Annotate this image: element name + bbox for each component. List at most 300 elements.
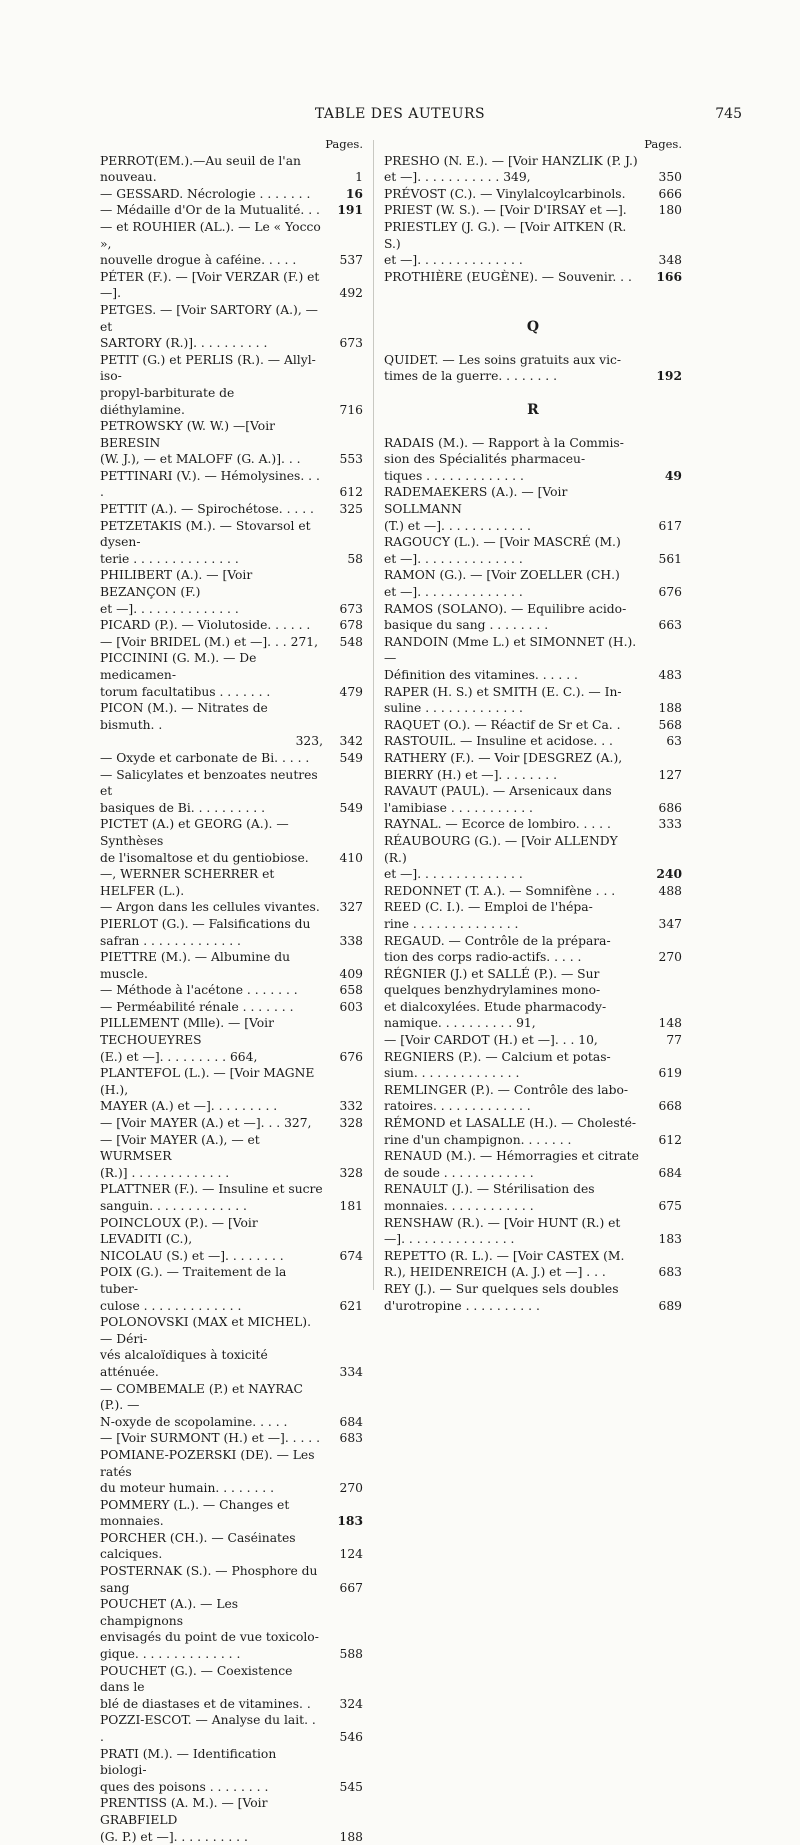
entry-text: de l'isomaltose et du gentiobiose. bbox=[100, 850, 309, 865]
left-column bbox=[100, 136, 363, 1845]
index-entry-line bbox=[100, 1381, 363, 1414]
index-entry-line bbox=[100, 567, 363, 600]
entry-page: 479 bbox=[339, 684, 363, 699]
blank-line bbox=[384, 418, 682, 435]
entry-page: 49 bbox=[664, 467, 682, 483]
entry-text: — Salicylates et benzoates neutres et bbox=[100, 767, 318, 799]
entry-text: RÉAUBOURG (G.). — [Voir ALLENDY (R.) bbox=[384, 833, 618, 865]
entry-page: 666 bbox=[658, 186, 682, 201]
entry-page: 686 bbox=[658, 800, 682, 815]
index-entry-line bbox=[384, 717, 682, 734]
entry-text: PILLEMENT (Mlle). — [Voir TECHOUEYRES bbox=[100, 1016, 274, 1048]
entry-page: 16 bbox=[345, 185, 363, 201]
entry-text: terie . . . . . . . . . . . . . . bbox=[100, 551, 239, 566]
entry-page: 673 bbox=[339, 336, 363, 351]
index-entry-line bbox=[100, 866, 363, 899]
index-entry-line bbox=[100, 202, 363, 219]
index-entry-line bbox=[384, 153, 682, 170]
index-entry-line bbox=[100, 302, 363, 335]
entry-text: Définition des vitamines. . . . . . bbox=[384, 668, 578, 682]
entry-page: 617 bbox=[658, 518, 682, 533]
entry-page: 676 bbox=[339, 1049, 363, 1064]
entry-text: REGNIERS (P.). — Calcium et potas- bbox=[384, 1049, 611, 1064]
entry-text: — COMBEMALE (P.) et NAYRAC (P.). — bbox=[100, 1381, 303, 1413]
index-entry-line bbox=[100, 1132, 363, 1165]
index-entry-line bbox=[100, 1198, 363, 1215]
entry-page: 561 bbox=[658, 551, 682, 566]
index-entry-line bbox=[384, 252, 682, 269]
index-entry-line bbox=[384, 667, 682, 684]
entry-text: REY (J.). — Sur quelques sels doubles bbox=[384, 1281, 619, 1296]
index-entry-line bbox=[100, 1115, 363, 1132]
index-entry-line bbox=[100, 1746, 363, 1779]
index-entry-line bbox=[100, 1165, 363, 1182]
entry-text: REED (C. I.). — Emploi de l'hépa- bbox=[384, 900, 593, 915]
entry-page: 549 bbox=[339, 800, 363, 815]
entry-text: envisagés du point de vue toxicolo- bbox=[100, 1630, 319, 1645]
entry-text: RANDOIN (Mme L.) et SIMONNET (H.). — bbox=[384, 634, 637, 666]
entry-text: SARTORY (R.)]. . . . . . . . . . bbox=[100, 336, 268, 351]
index-entry-line bbox=[384, 368, 682, 385]
index-entry-line bbox=[100, 1264, 363, 1297]
entry-page: 347 bbox=[658, 916, 682, 931]
entry-page: 1 bbox=[355, 170, 363, 185]
index-entry-line bbox=[100, 501, 363, 518]
left-entries bbox=[100, 153, 363, 1845]
index-entry-line bbox=[384, 1015, 682, 1032]
index-entry-line bbox=[384, 1032, 682, 1049]
entry-text: POLONOVSKI (MAX et MICHEL). — Déri- bbox=[100, 1315, 311, 1346]
entry-text: POIX (G.). — Traitement de la tuber- bbox=[100, 1265, 287, 1296]
entry-text: (E.) et —]. . . . . . . . . 664, bbox=[100, 1049, 258, 1064]
entry-text: POSTERNAK (S.). — Phosphore du sang bbox=[100, 1564, 318, 1595]
entry-page: 689 bbox=[658, 1298, 682, 1313]
entry-text: et —]. . . . . . . . . . . . . . bbox=[100, 601, 239, 616]
entry-text: — [Voir MAYER (A.), — et WURMSER bbox=[100, 1132, 260, 1164]
entry-text: RAPER (H. S.) et SMITH (E. C.). — In- bbox=[384, 684, 622, 699]
entry-page: 328 bbox=[339, 1165, 363, 1180]
entry-text: POMMERY (L.). — Changes et monnaies. bbox=[100, 1497, 290, 1529]
entry-page: 619 bbox=[658, 1066, 682, 1081]
index-entry-line bbox=[384, 1231, 682, 1248]
index-entry-line bbox=[384, 518, 682, 535]
index-entry-line bbox=[384, 169, 682, 186]
entry-page: 270 bbox=[658, 950, 682, 965]
index-entry-line bbox=[384, 617, 682, 634]
pages-label: Pages. bbox=[644, 137, 682, 151]
index-entry-line bbox=[100, 186, 363, 203]
page-header bbox=[0, 106, 800, 128]
index-entry-line bbox=[100, 1779, 363, 1796]
entry-page: 166 bbox=[656, 268, 682, 284]
index-entry-line bbox=[384, 1198, 682, 1215]
entry-page: 325 bbox=[339, 502, 363, 517]
entry-text: NICOLAU (S.) et —]. . . . . . . . bbox=[100, 1248, 284, 1263]
index-entry-line bbox=[384, 451, 682, 468]
entry-text: monnaies. . . . . . . . . . . . bbox=[384, 1199, 534, 1213]
entry-text: vés alcaloïdiques à toxicité atténuée. bbox=[100, 1348, 268, 1379]
entry-text: sanguin. . . . . . . . . . . . . bbox=[100, 1199, 247, 1213]
index-entry-line bbox=[384, 883, 682, 900]
entry-text: torum facultatibus . . . . . . . bbox=[100, 684, 271, 699]
blank-line bbox=[384, 385, 682, 402]
entry-text: — [Voir MAYER (A.) et —]. . . 327, bbox=[100, 1116, 312, 1131]
index-entry-line bbox=[100, 999, 363, 1016]
entry-page: 410 bbox=[339, 850, 363, 865]
index-entry-line bbox=[100, 451, 363, 468]
entry-text: et —]. . . . . . . . . . . . . . bbox=[384, 585, 523, 600]
entry-page: 549 bbox=[339, 750, 363, 765]
index-entry-line bbox=[384, 269, 682, 286]
entry-text: ratoires. . . . . . . . . . . . . bbox=[384, 1099, 531, 1114]
index-entry-line bbox=[384, 534, 682, 551]
index-entry-line bbox=[100, 700, 363, 733]
index-entry-line bbox=[384, 219, 682, 252]
index-entry-line bbox=[100, 1563, 363, 1596]
entry-text: PRÉVOST (C.). — Vinylalcoylcarbinols. bbox=[384, 186, 626, 201]
index-entry-line bbox=[384, 468, 682, 485]
entry-text: basiques de Bi. . . . . . . . . . bbox=[100, 800, 266, 815]
entry-page: 675 bbox=[658, 1199, 682, 1213]
entry-page: 546 bbox=[339, 1730, 363, 1744]
index-entry-line bbox=[384, 601, 682, 618]
page-number: 745 bbox=[715, 106, 742, 122]
entry-text: times de la guerre. . . . . . . . bbox=[384, 369, 557, 384]
entry-page: 181 bbox=[339, 1199, 363, 1213]
index-entry-line bbox=[384, 186, 682, 203]
index-entry-line bbox=[384, 816, 682, 833]
index-entry-line bbox=[100, 1314, 363, 1347]
entry-text: RAQUET (O.). — Réactif de Sr et Ca. . bbox=[384, 717, 621, 732]
entry-text: basique du sang . . . . . . . . bbox=[384, 618, 549, 633]
index-entry-line bbox=[100, 634, 363, 651]
index-entry-line bbox=[100, 418, 363, 451]
index-entry-line bbox=[100, 1015, 363, 1048]
entry-text: — Argon dans les cellules vivantes. bbox=[100, 900, 320, 915]
entry-page: 612 bbox=[658, 1132, 682, 1147]
index-entry-line bbox=[100, 385, 363, 418]
entry-text: PETTINARI (V.). — Hémolysines. . . . bbox=[100, 468, 320, 500]
entry-text: RATHERY (F.). — Voir [DESGREZ (A.), bbox=[384, 750, 623, 765]
index-entry-line bbox=[100, 269, 363, 302]
entry-text: RENAULT (J.). — Stérilisation des bbox=[384, 1182, 595, 1197]
entry-text: RAYNAL. — Ecorce de lombiro. . . . . bbox=[384, 817, 611, 832]
entry-page: 124 bbox=[339, 1547, 363, 1562]
section-letter: Q bbox=[526, 318, 540, 335]
entry-text: PETZETAKIS (M.). — Stovarsol et dysen- bbox=[100, 518, 311, 550]
index-entry-line bbox=[100, 153, 363, 186]
entry-text: PHILIBERT (A.). — [Voir BEZANÇON (F.) bbox=[100, 568, 253, 600]
entry-page: 333 bbox=[658, 817, 682, 832]
entry-page: 180 bbox=[658, 203, 682, 218]
entry-text: 323, bbox=[295, 734, 323, 749]
right-column bbox=[384, 136, 682, 1314]
entry-page: 663 bbox=[658, 618, 682, 633]
entry-text: R.), HEIDENREICH (A. J.) et —] . . . bbox=[384, 1265, 606, 1280]
blank-line bbox=[384, 335, 682, 352]
index-entry-line bbox=[100, 1215, 363, 1248]
entry-text: PETGES. — [Voir SARTORY (A.), — et bbox=[100, 302, 318, 334]
entry-text: sium. . . . . . . . . . . . . . bbox=[384, 1066, 520, 1081]
entry-page: 188 bbox=[658, 701, 682, 716]
index-entry-line bbox=[100, 1663, 363, 1696]
entry-page: 612 bbox=[339, 485, 363, 500]
index-entry-line bbox=[384, 999, 682, 1016]
entry-page: 77 bbox=[666, 1033, 682, 1048]
entry-page: 548 bbox=[339, 634, 363, 649]
entry-text: — Perméabilité rénale . . . . . . . bbox=[100, 999, 294, 1014]
index-entry-line bbox=[384, 1098, 682, 1115]
entry-text: rine d'un champignon. . . . . . . bbox=[384, 1132, 572, 1147]
entry-page: 338 bbox=[339, 933, 363, 948]
index-entry-line bbox=[100, 750, 363, 767]
blank-line bbox=[384, 285, 682, 318]
entry-page: 183 bbox=[337, 1513, 363, 1529]
index-entry-line bbox=[384, 899, 682, 916]
entry-page: 603 bbox=[339, 999, 363, 1014]
entry-text: RAMOS (SOLANO). — Equilibre acido- bbox=[384, 601, 627, 616]
index-entry-line bbox=[100, 1049, 363, 1066]
index-entry-line bbox=[100, 1629, 363, 1646]
entry-text: PÉTER (F.). — [Voir VERZAR (F.) et —]. bbox=[100, 269, 320, 301]
entry-text: PIERLOT (G.). — Falsifications du bbox=[100, 916, 311, 931]
entry-text: PICARD (P.). — Violutoside. . . . . . bbox=[100, 618, 311, 633]
entry-text: POUCHET (G.). — Coexistence dans le bbox=[100, 1663, 293, 1695]
entry-text: et —]. . . . . . . . . . . . . . bbox=[384, 551, 523, 566]
entry-page: 483 bbox=[658, 668, 682, 682]
index-entry-line bbox=[100, 684, 363, 701]
entry-page: 673 bbox=[339, 601, 363, 616]
entry-text: — et ROUHIER (AL.). — Le « Yocco », bbox=[100, 219, 321, 251]
entry-text: safran . . . . . . . . . . . . . bbox=[100, 933, 241, 948]
entry-page: 127 bbox=[658, 767, 682, 782]
index-entry-line bbox=[384, 1148, 682, 1165]
entry-text: PLANTEFOL (L.). — [Voir MAGNE (H.), bbox=[100, 1066, 315, 1097]
index-entry-line bbox=[384, 484, 682, 517]
index-entry-line bbox=[100, 352, 363, 385]
entry-page: 324 bbox=[339, 1696, 363, 1711]
index-entry-line bbox=[100, 1795, 363, 1828]
entry-page: 658 bbox=[339, 983, 363, 998]
index-entry-line bbox=[384, 700, 682, 717]
index-entry-line bbox=[100, 468, 363, 501]
entry-text: tiques . . . . . . . . . . . . . bbox=[384, 468, 524, 483]
index-entry-line bbox=[384, 584, 682, 601]
index-entry-line bbox=[100, 1065, 363, 1098]
right-entries bbox=[384, 153, 682, 1315]
entry-text: de soude . . . . . . . . . . . . bbox=[384, 1165, 534, 1180]
index-entry-line bbox=[100, 1646, 363, 1663]
index-entry-line bbox=[100, 1414, 363, 1431]
entry-text: RADEMAEKERS (A.). — [Voir SOLLMANN bbox=[384, 485, 568, 517]
index-entry-line bbox=[100, 982, 363, 999]
entry-text: RAVAUT (PAUL). — Arsenicaux dans bbox=[384, 784, 612, 799]
entry-text: QUIDET. — Les soins gratuits aux vic- bbox=[384, 352, 622, 367]
index-entry-line bbox=[100, 219, 363, 252]
entry-text: l'amibiase . . . . . . . . . . . bbox=[384, 800, 533, 815]
entry-text: sion des Spécialités pharmaceu- bbox=[384, 452, 586, 467]
index-entry-line bbox=[384, 866, 682, 883]
entry-text: et —]. . . . . . . . . . . 349, bbox=[384, 170, 531, 185]
entry-text: —, WERNER SCHERRER et HELFER (L.). bbox=[100, 867, 275, 898]
entry-text: (R.)] . . . . . . . . . . . . . bbox=[100, 1165, 230, 1180]
entry-page: 488 bbox=[658, 883, 682, 898]
pages-label: Pages. bbox=[325, 137, 363, 151]
entry-text: (W. J.), — et MALOFF (G. A.)]. . . bbox=[100, 452, 301, 467]
index-entry-line bbox=[384, 1132, 682, 1149]
entry-text: RÉGNIER (J.) et SALLÉ (P.). — Sur bbox=[384, 966, 600, 981]
index-entry-line bbox=[100, 899, 363, 916]
entry-text: tion des corps radio-actifs. . . . . bbox=[384, 950, 582, 965]
index-entry-line bbox=[384, 352, 682, 369]
entry-text: POZZI-ESCOT. — Analyse du lait. . . bbox=[100, 1713, 316, 1744]
entry-text: — GESSARD. Nécrologie . . . . . . . bbox=[100, 186, 311, 201]
entry-page: 537 bbox=[339, 253, 363, 268]
entry-page: 684 bbox=[658, 1165, 682, 1180]
entry-text: PETTIT (A.). — Spirochétose. . . . . bbox=[100, 502, 314, 517]
index-entry-line bbox=[384, 783, 682, 800]
entry-text: N-oxyde de scopolamine. . . . . bbox=[100, 1414, 288, 1429]
entry-page: 334 bbox=[339, 1364, 363, 1379]
entry-text: — [Voir CARDOT (H.) et —]. . . 10, bbox=[384, 1033, 598, 1048]
entry-page: 667 bbox=[339, 1580, 363, 1595]
index-entry-line bbox=[100, 1596, 363, 1629]
index-entry-line bbox=[100, 518, 363, 551]
index-entry-line bbox=[100, 335, 363, 352]
index-entry-line bbox=[384, 202, 682, 219]
index-entry-line bbox=[100, 933, 363, 950]
index-entry-line bbox=[384, 1165, 682, 1182]
index-entry-line bbox=[100, 1447, 363, 1480]
entry-text: PRIEST (W. S.). — [Voir D'IRSAY et —]. bbox=[384, 203, 627, 218]
entry-page: 621 bbox=[339, 1298, 363, 1313]
entry-page: 678 bbox=[339, 618, 363, 633]
index-entry-line bbox=[100, 850, 363, 867]
entry-text: PRIESTLEY (J. G.). — [Voir AITKEN (R. S.) bbox=[384, 219, 627, 251]
entry-text: —]. . . . . . . . . . . . . . . bbox=[384, 1232, 515, 1247]
index-entry-line bbox=[384, 767, 682, 784]
index-entry-line bbox=[100, 551, 363, 568]
index-entry-line bbox=[384, 949, 682, 966]
index-entry-line bbox=[384, 1298, 682, 1315]
entry-page: 350 bbox=[658, 170, 682, 185]
entry-text: RAGOUCY (L.). — [Voir MASCRÉ (M.) bbox=[384, 535, 621, 550]
entry-text: et —]. . . . . . . . . . . . . . bbox=[384, 867, 523, 882]
index-entry-line bbox=[100, 1829, 363, 1845]
entry-text: — Méthode à l'acétone . . . . . . . bbox=[100, 983, 298, 998]
index-entry-line bbox=[384, 1215, 682, 1232]
entry-page: 240 bbox=[656, 866, 682, 882]
entry-page: 716 bbox=[339, 402, 363, 417]
entry-text: REPETTO (R. L.). — [Voir CASTEX (M. bbox=[384, 1248, 625, 1263]
index-entry-line bbox=[384, 684, 682, 701]
entry-text: PICON (M.). — Nitrates de bismuth. . bbox=[100, 701, 268, 732]
entry-page: 545 bbox=[339, 1779, 363, 1794]
index-entry-line bbox=[100, 1480, 363, 1497]
entry-text: POUCHET (A.). — Les champignons bbox=[100, 1597, 239, 1628]
entry-text: — [Voir SURMONT (H.) et —]. . . . . bbox=[100, 1431, 321, 1446]
index-entry-line bbox=[100, 949, 363, 982]
entry-text: nouvelle drogue à caféine. . . . . bbox=[100, 253, 297, 268]
entry-text: (T.) et —]. . . . . . . . . . . . bbox=[384, 518, 531, 533]
entry-text: PRATI (M.). — Identification biologi- bbox=[100, 1746, 277, 1778]
index-entry-line bbox=[100, 1696, 363, 1713]
index-entry-line bbox=[100, 733, 363, 750]
entry-text: propyl-barbiturate de diéthylamine. bbox=[100, 385, 235, 417]
index-entry-line bbox=[100, 650, 363, 683]
index-entry-line bbox=[384, 833, 682, 866]
entry-text: blé de diastases et de vitamines. . bbox=[100, 1696, 311, 1711]
entry-page: 683 bbox=[339, 1431, 363, 1446]
index-entry-line bbox=[384, 1281, 682, 1298]
index-entry-line bbox=[384, 1082, 682, 1099]
column-divider bbox=[373, 140, 374, 1290]
entry-text: PETIT (G.) et PERLIS (R.). — Allyl-iso- bbox=[100, 352, 316, 384]
entry-page: 332 bbox=[339, 1099, 363, 1114]
index-entry-line bbox=[384, 1181, 682, 1198]
index-entry-line bbox=[384, 634, 682, 667]
entry-text: — Médaille d'Or de la Mutualité. . . bbox=[100, 203, 320, 218]
entry-page: 328 bbox=[339, 1116, 363, 1131]
entry-page: 63 bbox=[666, 734, 682, 749]
entry-text: gique. . . . . . . . . . . . . . bbox=[100, 1647, 241, 1662]
entry-text: PERROT(EM.).—Au seuil de l'an nouveau. bbox=[100, 153, 301, 185]
index-entry-line bbox=[384, 966, 682, 983]
entry-text: RASTOUIL. — Insuline et acidose. . . bbox=[384, 734, 613, 749]
entry-page: 188 bbox=[339, 1829, 363, 1844]
entry-text: PRENTISS (A. M.). — [Voir GRABFIELD bbox=[100, 1796, 268, 1827]
index-entry-line bbox=[100, 1098, 363, 1115]
index-entry-line bbox=[384, 1115, 682, 1132]
index-entry-line bbox=[384, 933, 682, 950]
index-entry-line bbox=[100, 1347, 363, 1380]
index-entry-line bbox=[100, 252, 363, 269]
index-entry-line bbox=[100, 1497, 363, 1530]
entry-page: 492 bbox=[339, 286, 363, 301]
entry-text: PICTET (A.) et GEORG (A.). — Synthèses bbox=[100, 817, 289, 848]
entry-text: POINCLOUX (P.). — [Voir LEVADITI (C.), bbox=[100, 1215, 258, 1247]
entry-page: 148 bbox=[658, 1016, 682, 1031]
entry-text: suline . . . . . . . . . . . . . bbox=[384, 701, 523, 716]
entry-text: REGAUD. — Contrôle de la prépara- bbox=[384, 933, 611, 948]
entry-text: RAMON (G.). — [Voir ZOELLER (CH.) bbox=[384, 568, 620, 583]
index-entry-line bbox=[384, 551, 682, 568]
entry-text: MAYER (A.) et —]. . . . . . . . . bbox=[100, 1099, 278, 1114]
entry-text: d'urotropine . . . . . . . . . . bbox=[384, 1298, 540, 1313]
index-entry-line bbox=[100, 617, 363, 634]
entry-text: RÉMOND et LASALLE (H.). — Cholesté- bbox=[384, 1116, 637, 1131]
index-entry-line bbox=[384, 1049, 682, 1066]
entry-text: et dialcoxylées. Etude pharmacody- bbox=[384, 999, 607, 1014]
entry-text: RADAIS (M.). — Rapport à la Commis- bbox=[384, 435, 624, 450]
entry-page: 192 bbox=[656, 368, 682, 384]
index-entry-line bbox=[384, 435, 682, 452]
entry-page: 676 bbox=[658, 585, 682, 600]
section-letter: R bbox=[527, 401, 539, 418]
entry-text: REMLINGER (P.). — Contrôle des labo- bbox=[384, 1082, 629, 1097]
index-entry-line bbox=[100, 800, 363, 817]
entry-text: du moteur humain. . . . . . . . bbox=[100, 1481, 275, 1496]
entry-text: PICCININI (G. M.). — De medicamen- bbox=[100, 651, 257, 682]
index-entry-line bbox=[384, 982, 682, 999]
index-entry-line bbox=[384, 733, 682, 750]
entry-page: 342 bbox=[339, 734, 363, 749]
entry-text: ques des poisons . . . . . . . . bbox=[100, 1779, 269, 1794]
entry-page: 588 bbox=[339, 1647, 363, 1662]
entry-page: 270 bbox=[339, 1481, 363, 1496]
entry-text: rine . . . . . . . . . . . . . . bbox=[384, 916, 519, 931]
entry-page: 684 bbox=[339, 1414, 363, 1429]
